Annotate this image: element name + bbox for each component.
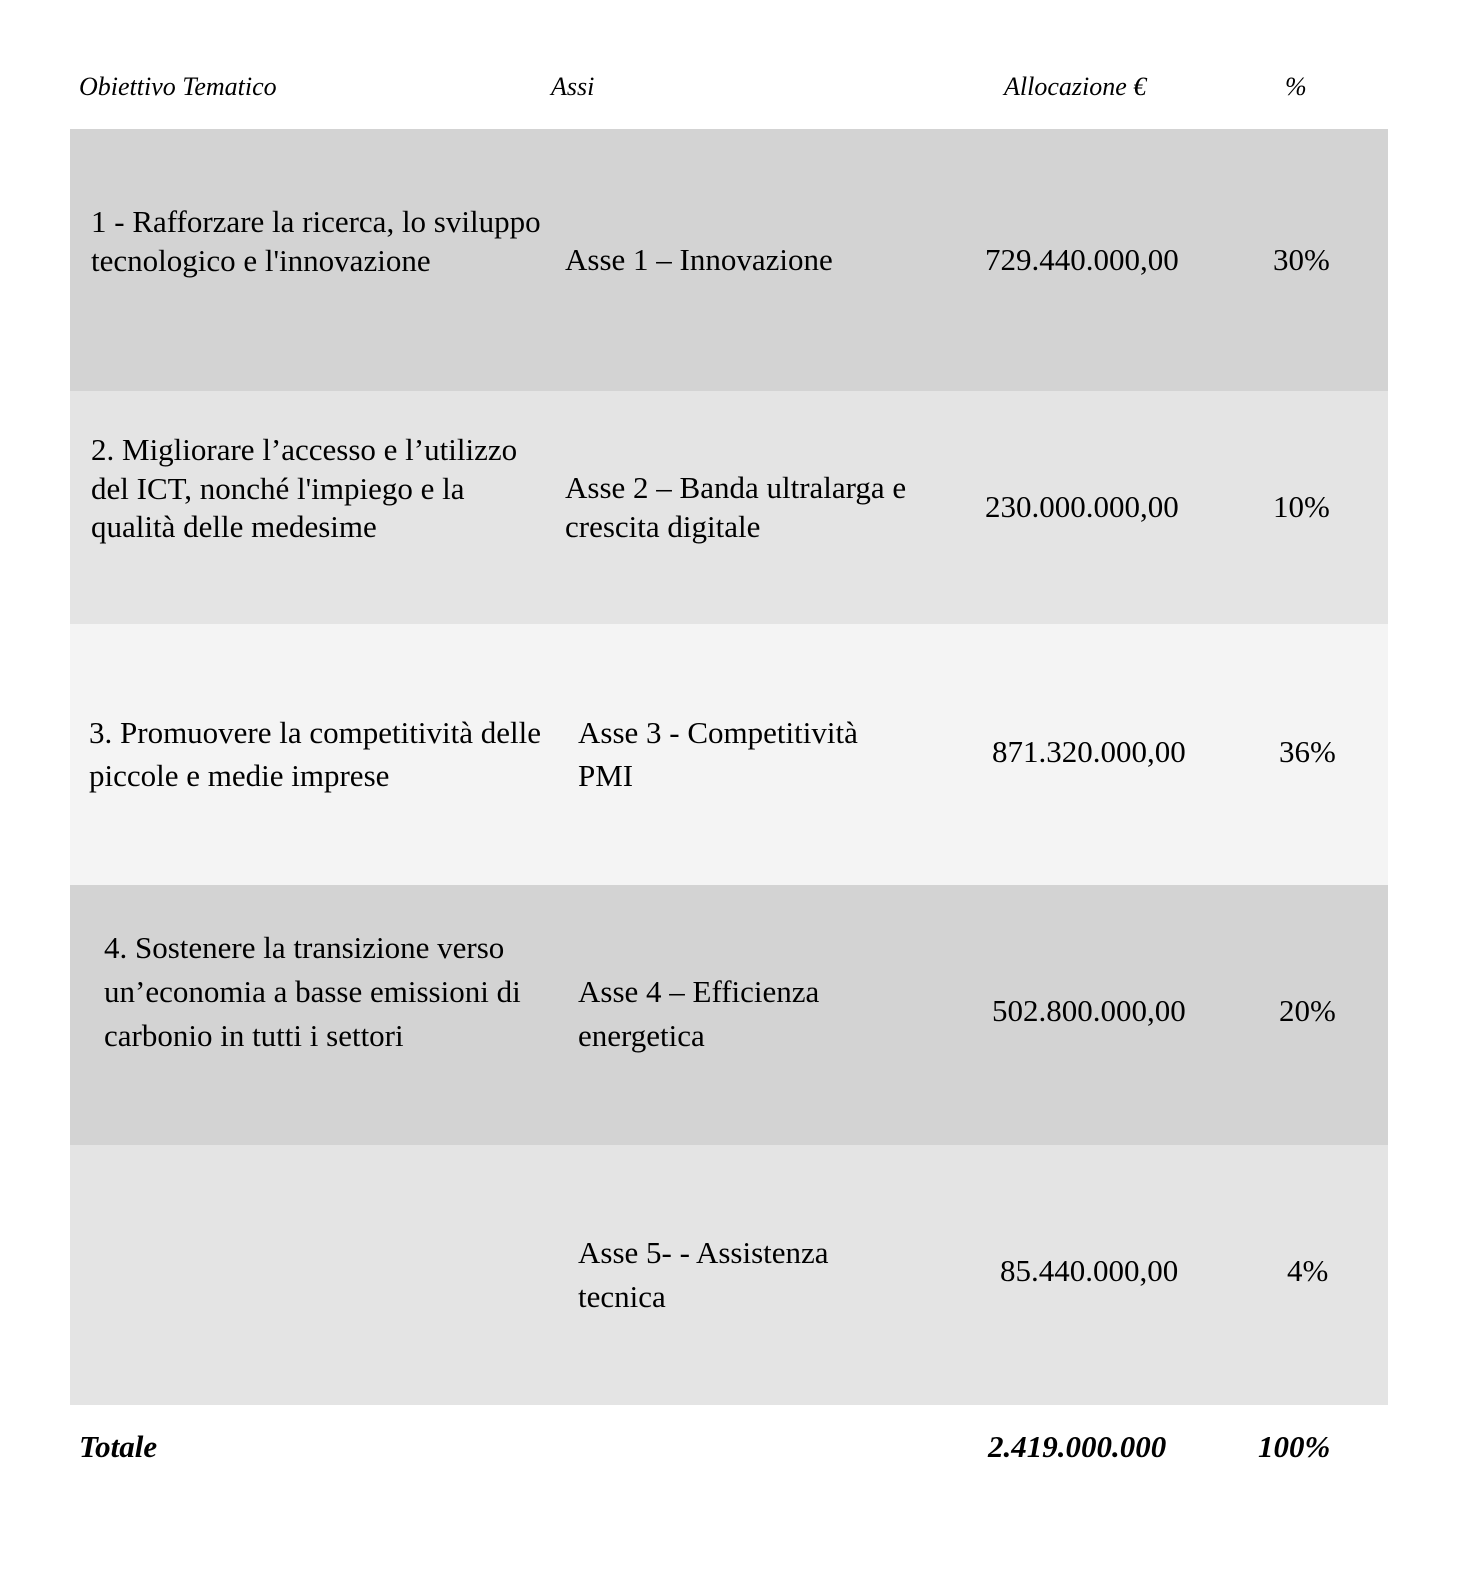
header-obiettivo: Obiettivo Tematico xyxy=(79,72,277,101)
cell-percentuale: 30% xyxy=(1273,242,1330,277)
header-assi: Assi xyxy=(551,72,595,101)
cell-allocazione: 85.440.000,00 xyxy=(1000,1253,1179,1288)
cell-asse: Asse 2 – Banda ultralarga e crescita digitale xyxy=(565,470,907,544)
cell-percentuale: 20% xyxy=(1279,993,1336,1028)
cell-percentuale: 4% xyxy=(1287,1253,1329,1288)
cell-obiettivo: 3. Promuovere la competitività delle piccole e medie imprese xyxy=(89,715,541,793)
cell-asse: Asse 4 – Efficienza energetica xyxy=(578,974,820,1053)
cell-obiettivo: 4. Sostenere la transizione verso un’economia a basse emissioni di carbonio in tutti i settori xyxy=(104,930,521,1053)
table-row xyxy=(70,1145,1388,1405)
total-allocazione: 2.419.000.000 xyxy=(988,1429,1167,1464)
cell-percentuale: 36% xyxy=(1279,734,1336,769)
header-percentuale: % xyxy=(1285,72,1307,101)
cell-asse: Asse 3 - Competitività PMI xyxy=(578,715,858,793)
cell-asse: Asse 5- - Assistenza tecnica xyxy=(578,1235,829,1314)
table-row xyxy=(70,129,1388,391)
cell-allocazione: 729.440.000,00 xyxy=(985,242,1179,277)
cell-allocazione: 502.800.000,00 xyxy=(992,993,1186,1028)
header-allocazione: Allocazione € xyxy=(1004,72,1147,101)
cell-obiettivo: 1 - Rafforzare la ricerca, lo sviluppo tecnologico e l'innovazione xyxy=(91,204,541,278)
table-row xyxy=(70,885,1388,1145)
cell-percentuale: 10% xyxy=(1273,489,1330,524)
total-percentuale: 100% xyxy=(1258,1429,1331,1464)
cell-allocazione: 871.320.000,00 xyxy=(992,734,1186,769)
table-header xyxy=(0,0,1458,130)
cell-allocazione: 230.000.000,00 xyxy=(985,489,1179,524)
cell-obiettivo: 2. Migliorare l’accesso e l’utilizzo del ICT, nonché l'impiego e la qualità delle medesime xyxy=(91,432,518,544)
total-label: Totale xyxy=(79,1429,158,1464)
table-row xyxy=(70,624,1388,885)
cell-asse: Asse 1 – Innovazione xyxy=(565,242,833,277)
table-row xyxy=(70,391,1388,624)
total-row xyxy=(0,1425,1458,1485)
